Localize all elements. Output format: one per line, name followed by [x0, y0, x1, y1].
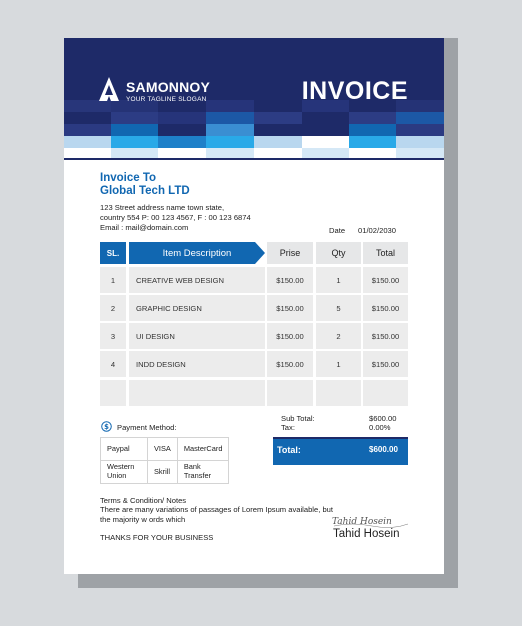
table-row-qty: 1 [316, 351, 361, 377]
table-row-qty: 5 [316, 295, 361, 321]
empty-row-cell [100, 380, 126, 406]
payment-option: VISA [148, 438, 178, 461]
table-row-sl: 1 [100, 267, 126, 293]
table-row-sl: 3 [100, 323, 126, 349]
empty-row-cell [129, 380, 265, 406]
table-row-total: $150.00 [363, 323, 408, 349]
table-row-price: $150.00 [267, 267, 313, 293]
price-header: Prise [267, 242, 313, 264]
table-row-sl: 2 [100, 295, 126, 321]
table-row-total: $150.00 [363, 295, 408, 321]
table-row-price: $150.00 [267, 351, 313, 377]
date-value: 01/02/2030 [358, 226, 397, 235]
subtotal-value: $600.00 [369, 414, 397, 423]
empty-row-cell [267, 380, 313, 406]
header-mosaic-pattern [64, 100, 444, 170]
brand-tagline: YOUR TAGLINE SLOGAN [126, 96, 207, 103]
thanks-message: THANKS FOR YOUR BUSINESS [100, 533, 214, 542]
brand-name: SAMONNOY [126, 79, 211, 95]
signature-script [332, 512, 412, 528]
table-row-qty: 2 [316, 323, 361, 349]
empty-row-cell [316, 380, 361, 406]
payment-option: Bank Transfer [177, 461, 229, 484]
sl-header: SL. [100, 242, 126, 264]
client-email: Email : mail@domain.com [100, 223, 189, 232]
table-row-description: CREATIVE WEB DESIGN [129, 267, 265, 293]
table-row-description: UI DESIGN [129, 323, 265, 349]
dollar-circle-icon [101, 421, 112, 432]
signer-name: Tahid Hosein [333, 528, 400, 540]
payment-method-label: Payment Method: [117, 423, 177, 432]
terms-body: There are many variations of passages of Lorem Ipsum available, but the majority w ords which [100, 505, 333, 524]
subtotal-label: Sub Total: [281, 414, 315, 423]
tax-value: 0.00% [369, 423, 391, 432]
table-row-description: INDD DESIGN [129, 351, 265, 377]
client-address-line2: country 554 P: 00 123 4567, F : 00 123 6874 [100, 213, 251, 222]
tax-label: Tax: [281, 423, 295, 432]
table-row-total: $150.00 [363, 351, 408, 377]
table-row-description: GRAPHIC DESIGN [129, 295, 265, 321]
client-company: Global Tech LTD [100, 185, 190, 197]
terms-title: Terms & Condition/ Notes [100, 496, 187, 505]
description-header: Item Description [162, 247, 232, 259]
svg-text:$: $ [104, 423, 109, 432]
table-row-total: $150.00 [363, 267, 408, 293]
payment-option: Skrill [148, 461, 178, 484]
payment-methods-table [100, 437, 229, 484]
signature-script-text: Tahid Hosein [332, 517, 392, 527]
date-label: Date [329, 226, 346, 235]
total-header: Total [363, 242, 408, 264]
total-label: Total: [277, 445, 301, 455]
table-row-qty: 1 [316, 267, 361, 293]
invoice-to-label: Invoice To [100, 172, 157, 184]
empty-row-cell [363, 380, 408, 406]
table-row-price: $150.00 [267, 295, 313, 321]
payment-option: MasterCard [177, 438, 229, 461]
table-row-sl: 4 [100, 351, 126, 377]
qty-header: Qty [316, 242, 361, 264]
invoice-sheet [64, 38, 444, 574]
drop-peak-logo-icon [98, 76, 120, 102]
table-row-price: $150.00 [267, 323, 313, 349]
total-value: $600.00 [369, 445, 398, 454]
payment-option: Western Union [101, 461, 148, 484]
client-address-line1: 123 Street address name town state, [100, 203, 225, 212]
invoice-title: INVOICE [301, 77, 408, 105]
payment-option: Paypal [101, 438, 148, 461]
